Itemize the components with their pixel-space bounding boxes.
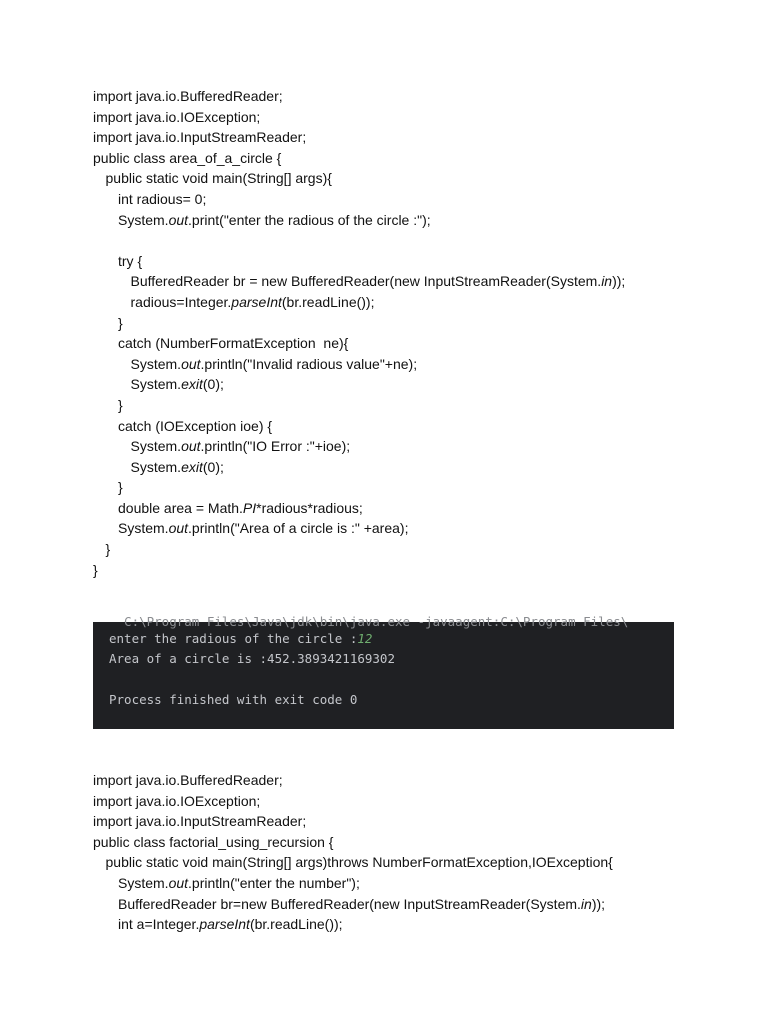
code-line: [93, 395, 625, 416]
code-line: [93, 498, 625, 519]
code-line: [93, 894, 613, 915]
code-text: public class area_of_a_circle {: [93, 149, 282, 166]
code-line: [93, 210, 625, 231]
code-line: [93, 292, 625, 313]
code-text: import java.io.BufferedReader;: [93, 772, 283, 788]
code-line: [93, 333, 625, 354]
code-line: [93, 457, 625, 478]
code-line: [93, 86, 625, 107]
code-line: [93, 374, 625, 395]
code-text: (0);: [202, 376, 224, 393]
area-of-circle-code: [93, 86, 625, 580]
code-text: public static void main(String[] args)throws NumberFormatException,IOException{: [105, 854, 613, 871]
code-line: [93, 127, 625, 148]
code-line: [93, 539, 625, 560]
code-italic-token: out: [181, 438, 201, 455]
code-italic-token: exit: [181, 376, 203, 393]
code-text: }: [118, 479, 123, 496]
code-text: (br.readLine());: [249, 916, 343, 933]
code-text: catch (NumberFormatException ne){: [118, 335, 349, 352]
code-line: [93, 832, 613, 853]
code-text: (0);: [202, 458, 224, 475]
code-text: .print("enter the radious of the circle :");: [188, 211, 431, 228]
code-italic-token: out: [168, 520, 189, 537]
code-line: [93, 873, 613, 894]
code-line: [93, 477, 625, 498]
code-line: [93, 230, 625, 251]
code-line: [93, 168, 625, 189]
code-text: ));: [612, 273, 626, 290]
code-text: radious=Integer.: [130, 293, 232, 310]
code-text: ));: [591, 895, 606, 912]
factorial-recursion-code: [93, 770, 613, 935]
code-text: }: [105, 541, 111, 558]
code-italic-token: in: [601, 273, 613, 290]
console-result-line: Area of a circle is :452.3893421169302: [109, 651, 395, 666]
code-italic-token: in: [580, 895, 592, 912]
code-line: [93, 354, 625, 375]
code-text: System.: [118, 874, 169, 891]
code-text: }: [93, 561, 98, 578]
code-text: System.: [130, 376, 182, 393]
console-prompt-line: [109, 631, 372, 646]
code-text: }: [118, 396, 123, 413]
code-line: [93, 313, 625, 334]
code-line: [93, 852, 613, 873]
code-italic-token: out: [168, 211, 189, 228]
code-line: [93, 107, 625, 128]
code-text: import java.io.BufferedReader;: [93, 88, 283, 104]
code-line: [93, 436, 625, 457]
code-text: BufferedReader br = new BufferedReader(new InputStreamReader(System.: [130, 273, 602, 290]
code-text: public class factorial_using_recursion {: [93, 833, 334, 850]
console-prompt-text: enter the radious of the circle :: [109, 631, 358, 646]
code-text: .println("enter the number");: [188, 874, 360, 891]
code-line: [93, 811, 613, 832]
code-line: [93, 251, 625, 272]
code-line: [93, 518, 625, 539]
code-line: [93, 560, 625, 581]
console-exit-line: Process finished with exit code 0: [109, 692, 358, 707]
code-italic-token: exit: [181, 458, 203, 475]
code-text: (br.readLine());: [281, 293, 375, 310]
code-line: [93, 416, 625, 437]
code-text: .println("IO Error :"+ioe);: [200, 438, 351, 455]
code-italic-token: parseInt: [199, 916, 250, 933]
code-text: }: [118, 314, 123, 331]
code-line: [93, 914, 613, 935]
code-italic-token: out: [181, 355, 201, 372]
code-text: catch (IOException ioe) {: [118, 417, 273, 434]
code-text: try {: [118, 252, 143, 269]
code-italic-token: parseInt: [231, 293, 282, 310]
console-user-input: 12: [357, 631, 373, 646]
code-text: .println("Invalid radious value"+ne);: [200, 355, 418, 372]
code-text: int a=Integer.: [118, 916, 200, 933]
code-line: [93, 148, 625, 169]
code-text: System.: [118, 520, 169, 537]
code-text: System.: [130, 438, 182, 455]
code-line: [93, 271, 625, 292]
code-italic-token: PI: [242, 499, 257, 516]
code-text: import java.io.InputStreamReader;: [93, 129, 307, 146]
code-text: import java.io.InputStreamReader;: [93, 813, 307, 830]
code-line: [93, 189, 625, 210]
code-text: import java.io.IOException;: [93, 108, 261, 125]
code-text: *radious*radious;: [256, 499, 363, 516]
code-line: [93, 791, 613, 812]
code-text: System.: [130, 458, 182, 475]
code-text: public static void main(String[] args){: [105, 170, 332, 187]
code-text: System.: [118, 211, 169, 228]
code-text: .println("Area of a circle is :" +area);: [188, 520, 409, 537]
code-text: int radious= 0;: [118, 190, 207, 207]
code-text: double area = Math.: [118, 499, 243, 516]
code-italic-token: out: [168, 874, 189, 891]
code-line: [93, 770, 613, 791]
code-text: import java.io.IOException;: [93, 792, 261, 809]
console-output: [93, 614, 674, 729]
code-text: BufferedReader br=new BufferedReader(new InputStreamReader(System.: [118, 895, 581, 912]
code-text: System.: [130, 355, 182, 372]
console-cut-off-line: C:\Program Files\Java\jdk\bin\java.exe -javaagent:C:\Program Files\: [109, 614, 629, 629]
